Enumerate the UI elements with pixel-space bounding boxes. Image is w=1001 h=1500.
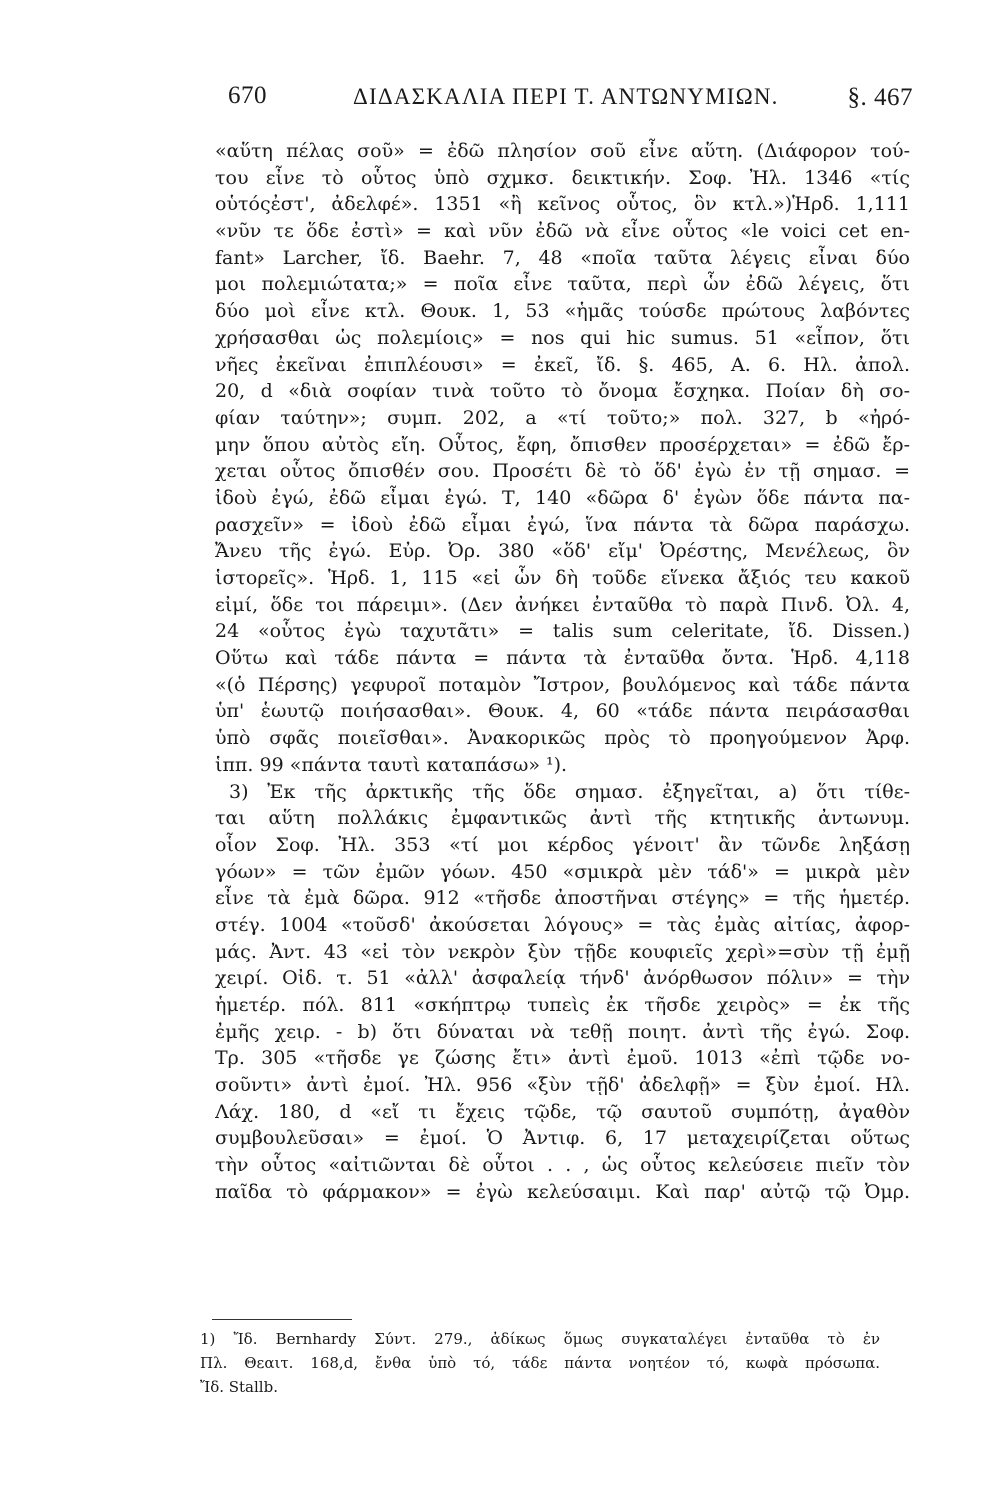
text-line: ἐμῆς χειρ. - b) ὅτι δύναται νὰ τεθῇ ποιητ. ἀντὶ τῆς ἐγώ. Σοφ. (215, 1020, 910, 1043)
page-title: ΔΙΔΑΣΚΑΛΙΑ ΠΕΡΙ Τ. ΑΝΤΩΝΥΜΙΩΝ. (353, 84, 779, 109)
text-line: ἱστορεῖς». Ἡρδ. 1, 115 «εἰ ὧν δὴ τοῦδε εἵνεκα ἄξιός τευ κακοῦ (215, 567, 910, 589)
text-line: γόων» = τῶν ἐμῶν γόων. 450 «σμικρὰ μὲν τάδ'» = μικρὰ μὲν (215, 860, 910, 883)
text-line: του εἶνε τὸ οὗτος ὑπὸ σχμκσ. δεικτικήν. Σοφ. Ἠλ. 1346 «τίς (215, 166, 910, 189)
text-line: ὑπὸ σφᾶς ποιεῖσθαι». Ἀνακορικῶς πρὸς τὸ προηγούμενον Ἀρφ. (215, 727, 910, 750)
text-line: χεται οὗτος ὄπισθέν σου. Προσέτι δὲ τὸ ὅδ' ἐγὼ ἐν τῇ σημασ. = (215, 460, 910, 483)
text-line: Λάχ. 180, d «εἴ τι ἔχεις τῷδε, τῷ σαυτοῦ συμπότῃ, ἀγαθὸν (215, 1100, 910, 1123)
text-line: ἰδοὺ ἐγώ, ἐδῶ εἶμαι ἐγώ. Τ, 140 «δῶρα δ' ἐγὼν ὅδε πάντα πα- (215, 486, 910, 509)
text-line: στέγ. 1004 «τοῦσδ' ἀκούσεται λόγους» = τὰς ἐμὰς αἰτίας, ἀφορ- (215, 913, 910, 936)
text-line: Τρ. 305 «τῆσδε γε ζώσης ἔτι» ἀντὶ ἐμοῦ. 1013 «ἐπὶ τῷδε νο- (215, 1047, 910, 1070)
text-line: δύο μοὶ εἶνε κτλ. Θουκ. 1, 53 «ἡμᾶς τούσδε πρώτους λαβόντες (215, 300, 910, 323)
text-line: «νῦν τε ὅδε ἐστὶ» = καὶ νῦν ἐδῶ νὰ εἶνε οὗτος «le voici cet en- (215, 220, 910, 243)
section-number: §. 467 (847, 84, 913, 111)
text-line: 3) Ἐκ τῆς ἀρκτικῆς τῆς ὅδε σημασ. ἐξηγεῖται, a) ὅτι τίθε- (229, 780, 910, 803)
text-line: τὴν οὗτος «αἰτιῶνται δὲ οὗτοι . . , ὡς οὗτος κελεύσειε πιεῖν τὸν (215, 1154, 910, 1177)
text-line: χειρί. Οἰδ. τ. 51 «ἀλλ' ἀσφαλείᾳ τήνδ' ἀνόρθωσον πόλιν» = τὴν (215, 967, 910, 990)
text-line: νῆες ἐκεῖναι ἐπιπλέουσι» = ἐκεῖ, ἴδ. §. 465, A. 6. Ηλ. ἀπολ. (215, 353, 910, 376)
page-number: 670 (228, 82, 267, 109)
text-line: οἷον Σοφ. Ἠλ. 353 «τί μοι κέρδος γένοιτ' ἂν τῶνδε ληξάσῃ (215, 833, 910, 856)
footnote-line: 1) Ἴδ. Bernhardy Σύντ. 279., ἀδίκως ὅμως συγκαταλέγει ἐνταῦθα τὸ ἐν (200, 1330, 880, 1348)
footnotes (200, 1327, 880, 1399)
text-line: συμβουλεῦσαι» = ἐμοί. Ὁ Ἀντιφ. 6, 17 μεταχειρίζεται οὕτως (215, 1127, 910, 1150)
text-line: ται αὕτη πολλάκις ἐμφαντικῶς ἀντὶ τῆς κτητικῆς ἀντωνυμ. (215, 807, 910, 830)
text-line: ὑπ' ἑωυτῷ ποιήσασθαι». Θουκ. 4, 60 «τάδε πάντα πειράσασθαι (215, 700, 910, 723)
text-line: σοῦντι» ἀντὶ ἐμοί. Ἠλ. 956 «ξὺν τῇδ' ἀδελφῇ» = ξὺν ἐμοί. Ηλ. (215, 1074, 910, 1097)
text-line: εἶνε τὰ ἐμὰ δῶρα. 912 «τῆσδε ἀποστῆναι στέγης» = τῆς ἡμετέρ. (215, 887, 910, 910)
text-line: φίαν ταύτην»; συμπ. 202, a «τί τοῦτο;» πολ. 327, b «ἠρό- (215, 406, 910, 429)
footnote-divider (212, 1319, 352, 1320)
text-line: χρήσασθαι ὡς πολεμίοις» = nos qui hic sumus. 51 «εἶπον, ὅτι (215, 326, 910, 349)
body-text (215, 138, 910, 1206)
text-line: μάς. Ἀντ. 43 «εἰ τὸν νεκρὸν ξὺν τῇδε κουφιεῖς χερὶ»=σὺν τῇ ἐμῇ (215, 940, 910, 963)
text-line: ἱππ. 99 «πάντα ταυτὶ καταπάσω» ¹). (215, 753, 568, 776)
text-line: ἡμετέρ. πόλ. 811 «σκήπτρῳ τυπεὶς ἐκ τῆσδε χειρὸς» = ἐκ τῆς (215, 994, 910, 1016)
text-line: Οὕτω καὶ τάδε πάντα = πάντα τὰ ἐνταῦθα ὄντα. Ἡρδ. 4,118 (215, 647, 910, 670)
text-line: εἰμί, ὅδε τοι πάρειμι». (Δεν ἀνήκει ἐνταῦθα τὸ παρὰ Πινδ. Ὀλ. 4, (215, 593, 910, 616)
text-line: μοι πολεμιώτατα;» = ποῖα εἶνε ταῦτα, περὶ ὧν ἐδῶ λέγεις, ὅτι (215, 273, 910, 296)
text-line: «(ὁ Πέρσης) γεφυροῖ ποταμὸν Ἴστρον, βουλόμενος καὶ τάδε πάντα (215, 673, 910, 696)
text-line: 20, d «διὰ σοφίαν τινὰ τοῦτο τὸ ὄνομα ἔσχηκα. Ποίαν δὴ σο- (215, 380, 910, 403)
text-line: παῖδα τὸ φάρμακον» = ἐγὼ κελεύσαιμι. Καὶ παρ' αὐτῷ τῷ Ὀμρ. (215, 1180, 910, 1203)
text-line: μην ὅπου αὐτὸς εἴη. Οὗτος, ἔφη, ὄπισθεν προσέρχεται» = ἐδῶ ἔρ- (215, 433, 910, 456)
text-line: οὑτόςἐστ', ἀδελφέ». 1351 «ἢ κεῖνος οὗτος, ὃν κτλ.»)Ἡρδ. 1,111 (215, 193, 910, 216)
text-line: ρασχεῖν» = ἰδοὺ ἐδῶ εἶμαι ἐγώ, ἵνα πάντα τὰ δῶρα παράσχω. (215, 513, 910, 536)
running-head (228, 82, 913, 116)
text-line: 24 «οὗτος ἐγὼ ταχυτᾶτι» = talis sum celeritate, ἴδ. Dissen.) (215, 620, 910, 643)
footnote-line: Ἴδ. Stallb. (200, 1378, 278, 1396)
text-line: «αὕτη πέλας σοῦ» = ἐδῶ πλησίον σοῦ εἶνε αὕτη. (Διάφορον τού- (215, 140, 910, 162)
footnote-line: Πλ. Θεαιτ. 168,d, ἔνθα ὑπὸ τό, τάδε πάντα νοητέον τό, κωφὰ πρόσωπα. (200, 1354, 880, 1372)
text-line: fant» Larcher, ἴδ. Baehr. 7, 48 «ποῖα ταῦτα λέγεις εἶναι δύο (215, 246, 910, 269)
text-line: Ἄνευ τῆς ἐγώ. Εὐρ. Ὀρ. 380 «ὅδ' εἴμ' Ὀρέστης, Μενέλεως, ὃν (215, 540, 910, 563)
